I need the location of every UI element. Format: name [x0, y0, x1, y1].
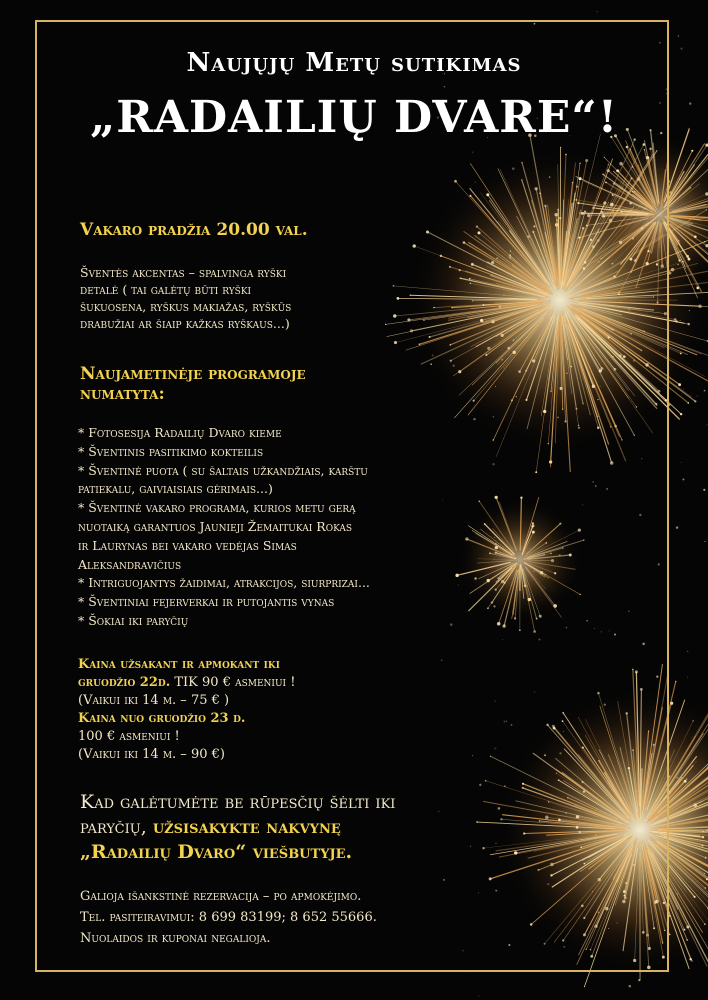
list-item: * Šventiniai fejerverkai ir putojantis vynas	[78, 594, 335, 610]
early-price-deadline: gruodžio 22d.	[78, 675, 171, 690]
early-price-value: TIK 90 € asmeniui !	[170, 675, 296, 690]
list-item: patiekalu, gaiviaisiais gėrimais...)	[78, 481, 273, 497]
discount-note: Nuolaidos ir kuponai negalioja.	[80, 931, 271, 946]
list-item: * Fotosesija Radailių Dvaro kieme	[78, 425, 282, 440]
stay-line: Kad galėtumėte be rūpesčių šėlti iki	[80, 791, 396, 813]
program-heading-line: numatyta:	[80, 384, 165, 404]
hotel-name: „Radailių Dvaro“ viešbutyje.	[80, 841, 353, 863]
accent-line: Šventės akcentas – spalvinga ryški	[80, 265, 287, 280]
program-heading	[80, 364, 380, 404]
early-price-label: Kaina užsakant ir apmokant iki	[78, 657, 280, 672]
list-item: * Šventinė puota ( su šaltais užkandžiais, karštu	[78, 462, 368, 478]
phone-numbers: Tel. pasiteiravimui: 8 699 83199; 8 652 55666.	[80, 910, 377, 925]
program-heading-line: Naujametinėje programoje	[80, 364, 306, 384]
list-item: nuotaiką garantuos Jaunieji Žemaitukai Rokas	[78, 518, 353, 534]
accent-line: detalė ( tai galėtų būti ryški	[80, 282, 252, 297]
late-kids-price: (Vaikui iki 14 m. – 90 €)	[78, 747, 225, 762]
early-kids-price: (Vaikui iki 14 m. – 75 € )	[78, 693, 230, 708]
accent-line: drabužiai ar šiaip kažkas ryškaus...)	[80, 316, 290, 331]
venue-title: „RADAILIŲ DVARE“!	[89, 92, 619, 143]
list-item: * Šventinis pasitikimo kokteilis	[78, 443, 264, 459]
list-item: * Intriguojantys žaidimai, atrakcijos, siurprizai...	[78, 575, 370, 591]
accent-paragraph	[80, 264, 380, 332]
list-item: * Šokiai iki paryčių	[78, 612, 189, 628]
stay-line-plain: paryčių,	[80, 816, 153, 838]
program-list	[78, 424, 468, 631]
list-item: Aleksandravičius	[78, 556, 182, 572]
late-price-value: 100 € asmeniui !	[78, 729, 180, 744]
notes-block	[80, 886, 520, 949]
reservation-note: Galioja išankstinė rezervacija – po apmokėjimo.	[80, 889, 362, 904]
list-item: ir Laurynas bei vakaro vedėjas Simas	[78, 537, 297, 553]
start-time-heading: Vakaro pradžia 20.00 val.	[80, 220, 308, 240]
late-price-label: Kaina nuo gruodžio 23 d.	[78, 711, 246, 726]
accent-line: šukuosena, ryškus makiažas, ryškūs	[80, 299, 292, 314]
list-item: * Šventinė vakaro programa, kurios metu gerą	[78, 500, 356, 516]
event-title: Naujųjų Metų sutikimas	[186, 48, 522, 78]
stay-line-bold: užsisakykte nakvynę	[152, 816, 341, 838]
pricing-block	[78, 656, 398, 764]
accommodation-paragraph	[80, 790, 540, 865]
